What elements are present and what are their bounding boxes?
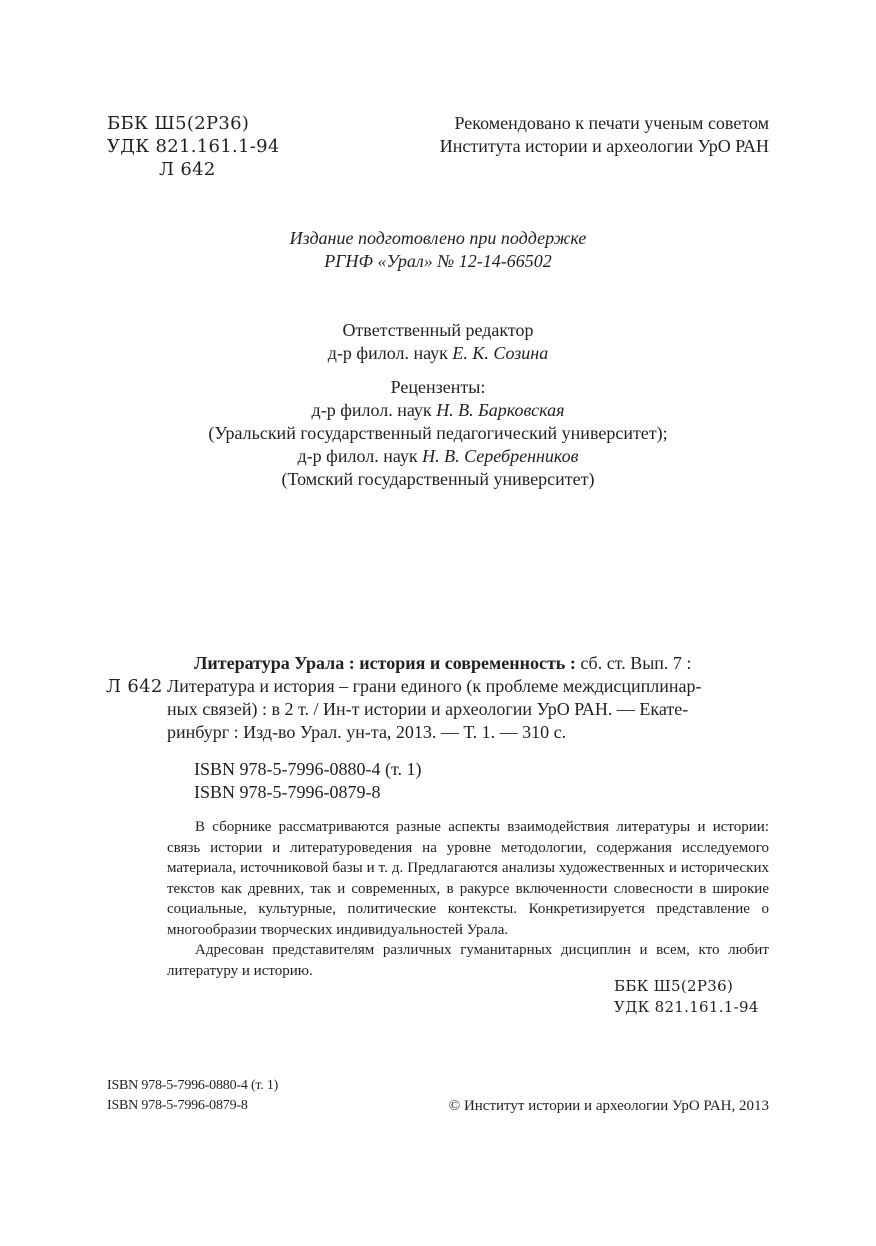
editor-label: Ответственный редактор <box>342 320 534 340</box>
bib-isbn-1: ISBN 978-5-7996-0880-4 (т. 1) <box>194 759 422 779</box>
abstract-classification <box>614 976 759 1017</box>
reviewer-2 <box>0 445 876 468</box>
abstract-paragraph-2: Адресован представителям различных гуманитарных дисциплин и всем, кто любит литературу и историю. <box>167 942 769 979</box>
reviewer-2-degree: д-р филол. наук <box>297 446 418 466</box>
bib-line-1 <box>108 652 770 675</box>
bbk-code: ББК Ш5(2Р36) <box>107 113 250 134</box>
editor-name: Е. К. Созина <box>452 343 549 363</box>
support-line-2: РГНФ «Урал» № 12-14-66502 <box>324 251 552 271</box>
abstract-udk: УДК 821.161.1-94 <box>614 997 759 1016</box>
reviewers-block <box>0 376 876 491</box>
abstract-bbk: ББК Ш5(2Р36) <box>614 977 734 995</box>
header-classification <box>107 112 280 181</box>
bib-isbn-2: ISBN 978-5-7996-0879-8 <box>194 782 381 802</box>
recommendation-line-1: Рекомендовано к печати ученым советом <box>454 113 769 133</box>
recommendation-line-2: Института истории и археологии УрО РАН <box>439 136 769 156</box>
bib-author-mark: Л 642 <box>106 676 163 697</box>
abstract-paragraph-1: В сборнике рассматриваются разные аспекты взаимодействия литературы и истории: связь истории и литературоведения на уровне методологии, содержания исследуемого материала, источниковой базы и т. д. Предлагаются анализы художественных и исторических текстов как древних, так и современных, в ракурсе включенности словесности в широкие социальные, культурные, политические контексты. Конкретизируется представление о многообразии творческих индивидуальностей Урала. <box>167 819 769 938</box>
bib-line-1-rest: сб. ст. Вып. 7 : <box>580 653 692 673</box>
footer-isbn-2: ISBN 978-5-7996-0879-8 <box>107 1098 248 1113</box>
bib-title: Литература Урала : история и современность : <box>194 653 576 673</box>
header-recommendation <box>440 112 769 158</box>
bib-line-3: ных связей) : в 2 т. / Ин-т истории и археологии УрО РАН. — Екате- <box>167 699 689 719</box>
copyright-line: © Институт истории и археологии УрО РАН, 2013 <box>448 1098 769 1114</box>
support-line-1: Издание подготовлено при поддержке <box>289 228 587 248</box>
footer-isbn-1: ISBN 978-5-7996-0880-4 (т. 1) <box>107 1078 279 1093</box>
reviewers-label: Рецензенты: <box>390 377 486 397</box>
editor-degree: д-р филол. наук <box>327 343 448 363</box>
reviewer-2-org: (Томский государственный университет) <box>281 469 595 489</box>
reviewer-2-name: Н. В. Серебренников <box>422 446 579 466</box>
footer-isbn <box>107 1076 278 1116</box>
bib-line-2: Литература и история – грани единого (к проблеме междисциплинар- <box>167 676 702 696</box>
reviewer-1-org: (Уральский государственный педагогический университет); <box>208 423 668 443</box>
bib-line-4: ринбург : Изд-во Урал. ун-та, 2013. — Т. 1. — 310 с. <box>167 722 567 742</box>
reviewer-1-name: Н. В. Барковская <box>436 400 565 420</box>
reviewer-1 <box>0 399 876 422</box>
bibliographic-description <box>108 652 770 804</box>
editor-block <box>0 319 876 365</box>
reviewer-1-degree: д-р филол. наук <box>311 400 432 420</box>
support-statement <box>0 227 876 273</box>
editor-line <box>0 342 876 365</box>
author-mark: Л 642 <box>159 159 216 180</box>
udk-code: УДК 821.161.1-94 <box>107 136 280 157</box>
abstract <box>167 817 769 981</box>
footer-copyright <box>449 1096 769 1117</box>
